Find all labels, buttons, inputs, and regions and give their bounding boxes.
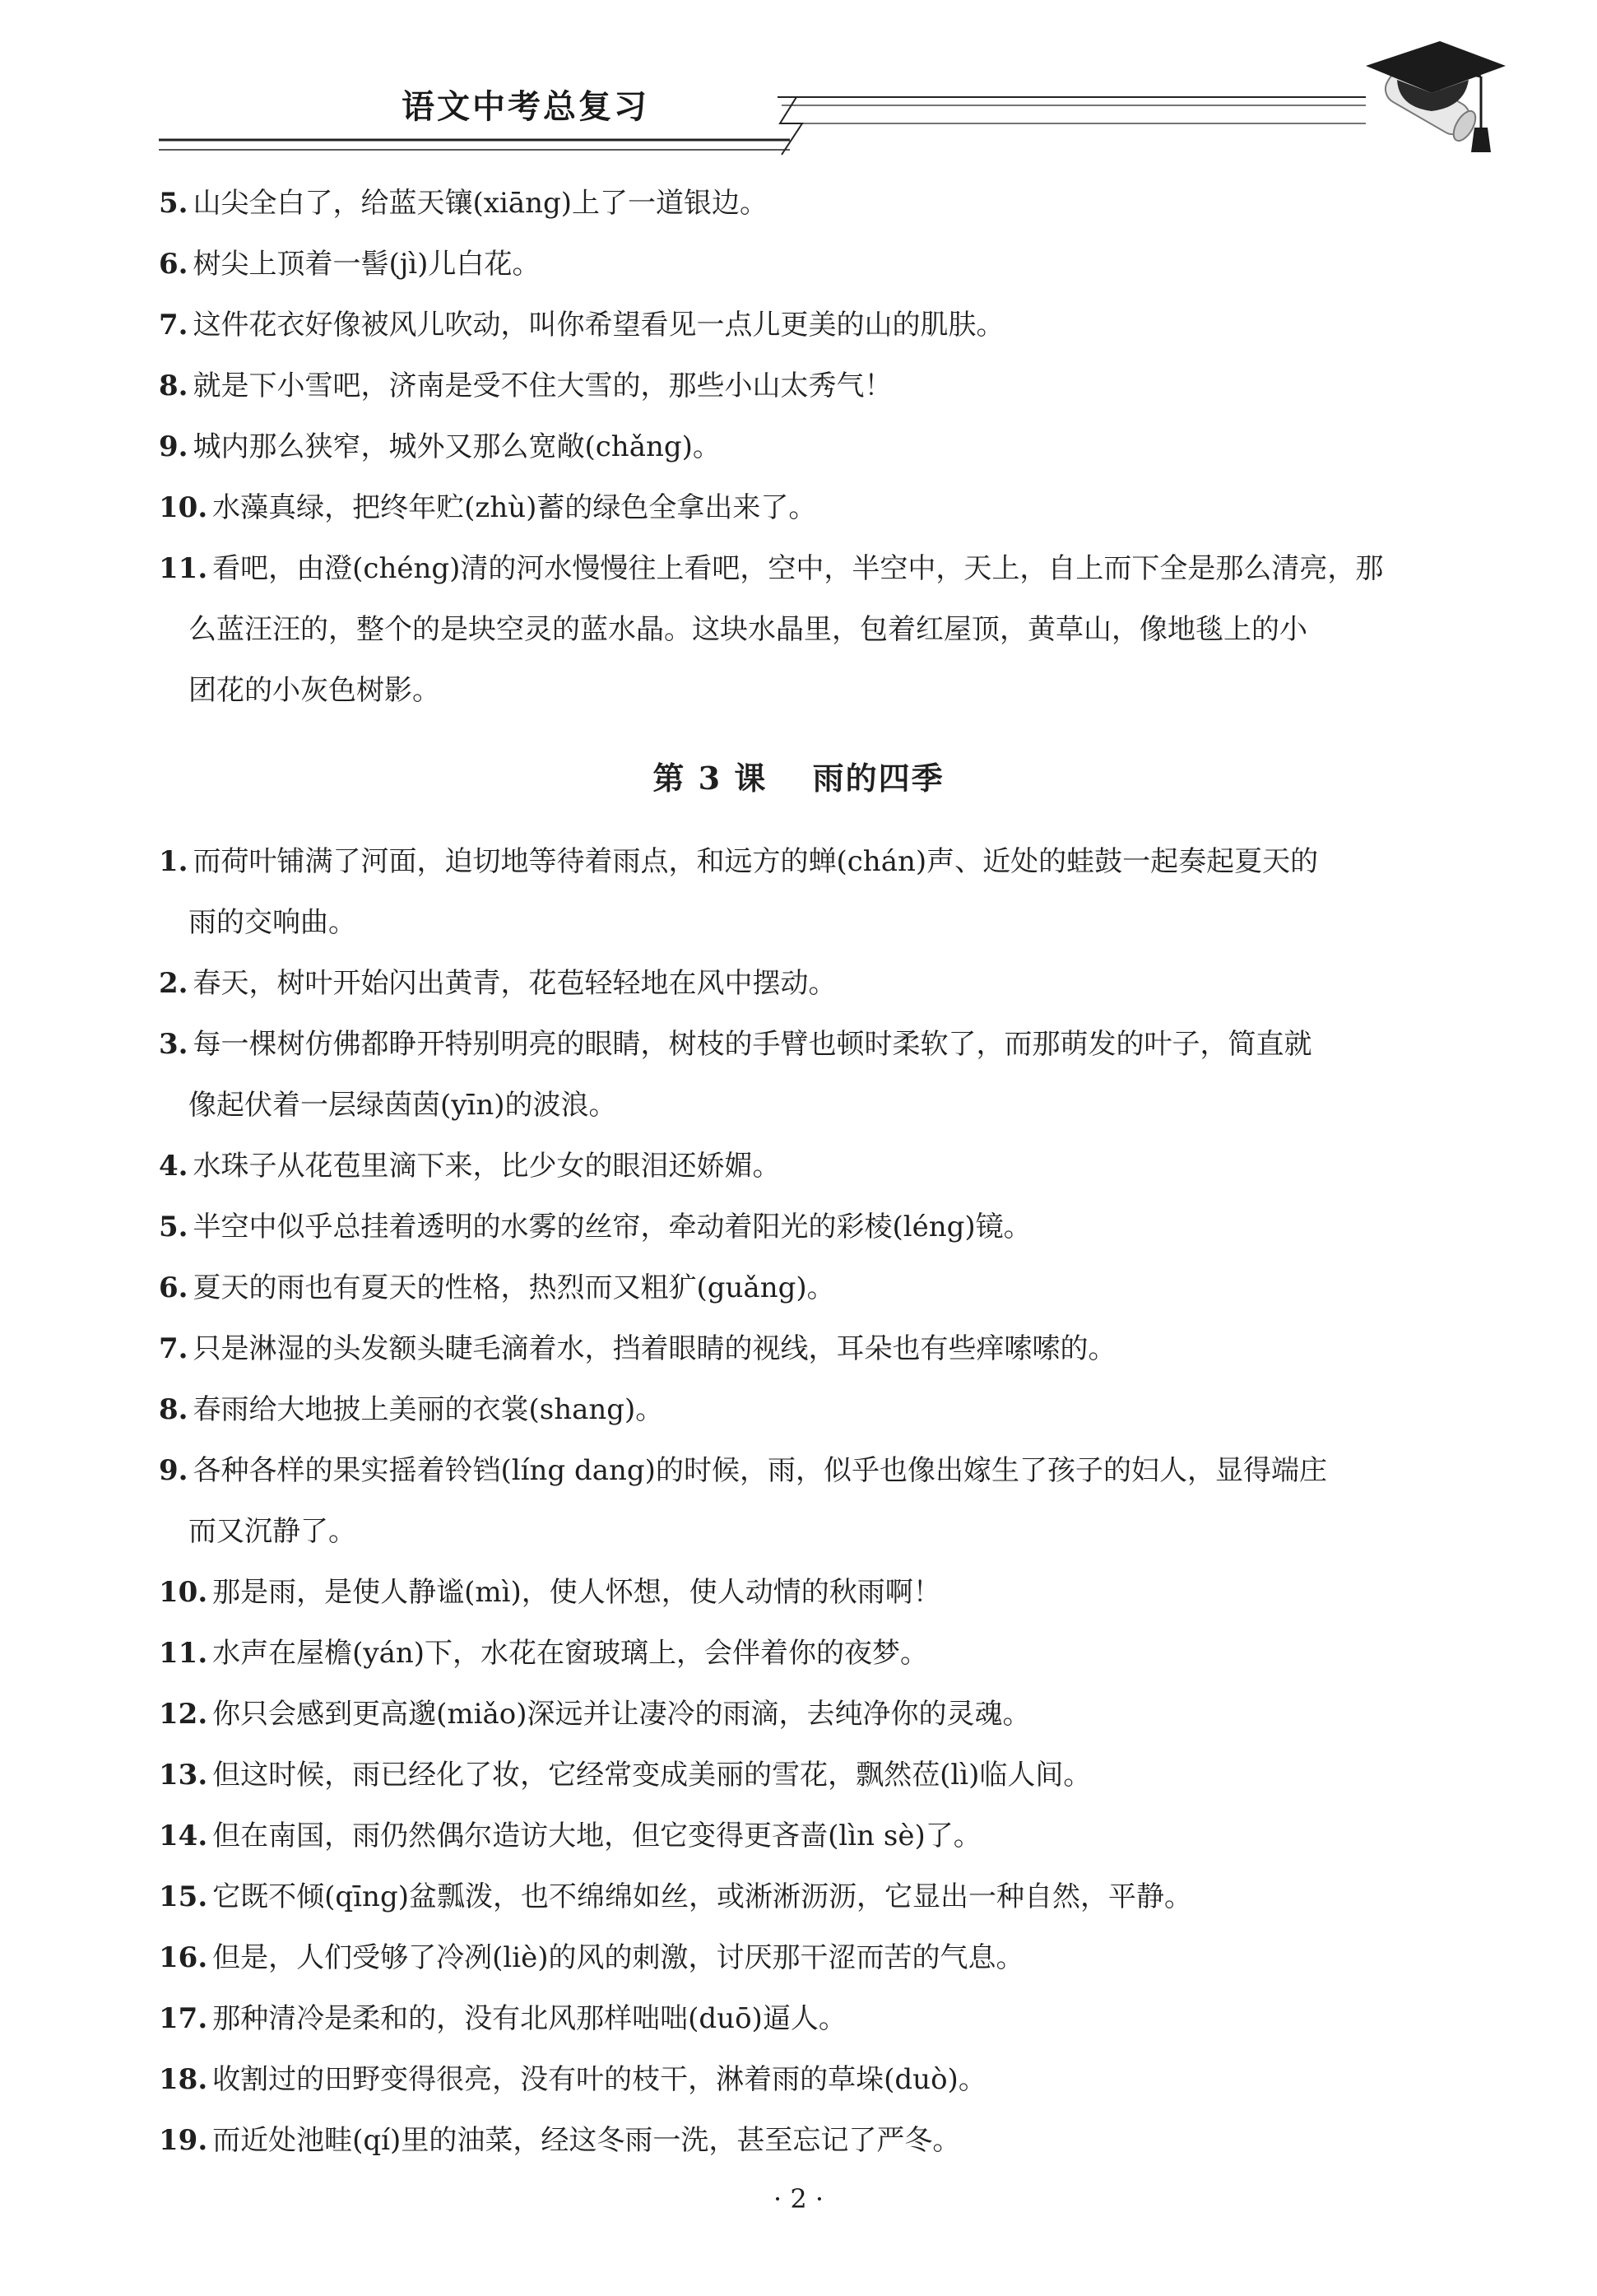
exercise-item xyxy=(159,1197,1492,1257)
exercise-text: 它既不倾(qīng)盆瓢泼，也不绵绵如丝，或淅淅沥沥，它显出一种自然，平静。 xyxy=(212,1880,1192,1913)
exercise-item xyxy=(159,1684,1492,1745)
exercise-item xyxy=(159,356,1492,416)
exercise-number: 4. xyxy=(159,1150,188,1183)
exercise-number: 8. xyxy=(159,1393,188,1426)
exercise-number: 18. xyxy=(159,2063,208,2096)
exercise-text: 各种各样的果实摇着铃铛(líng dang)的时候，雨，似乎也像出嫁生了孩子的妇人，显得端庄 xyxy=(193,1454,1327,1487)
book-title: 语文中考总复习 xyxy=(402,87,649,126)
exercise-text: 但在南国，雨仍然偶尔造访大地，但它变得更吝啬(lìn sè)了。 xyxy=(212,1820,982,1852)
exercise-line xyxy=(159,1623,1492,1684)
exercise-number: 9. xyxy=(159,430,188,463)
exercise-item xyxy=(159,1806,1492,1866)
exercise-text: 每一棵树仿佛都睁开特别明亮的眼睛，树枝的手臂也顿时柔软了，而那萌发的叶子，简直就 xyxy=(193,1028,1312,1061)
exercise-text: 树尖上顶着一髻(jì)儿白花。 xyxy=(193,248,541,281)
exercise-number: 16. xyxy=(159,1941,208,1974)
exercise-text: 山尖全白了，给蓝天镶(xiāng)上了一道银边。 xyxy=(193,187,768,220)
exercise-line xyxy=(159,1318,1492,1379)
exercise-item xyxy=(159,173,1492,234)
exercise-line xyxy=(159,599,1492,660)
exercise-line xyxy=(159,1806,1492,1866)
exercise-number: 13. xyxy=(159,1759,208,1792)
exercise-number: 11. xyxy=(159,552,208,585)
exercise-number: 1. xyxy=(159,845,188,878)
exercise-item xyxy=(159,1379,1492,1440)
exercise-number: 14. xyxy=(159,1820,208,1852)
exercise-line xyxy=(159,295,1492,356)
exercise-text: 水声在屋檐(yán)下，水花在窗玻璃上，会伴着你的夜梦。 xyxy=(212,1637,929,1670)
exercise-item xyxy=(159,1562,1492,1623)
exercise-line xyxy=(159,1379,1492,1440)
exercise-number: 12. xyxy=(159,1698,208,1731)
exercise-text: 团花的小灰色树影。 xyxy=(188,674,440,707)
exercise-text: 而又沉静了。 xyxy=(188,1515,356,1548)
exercise-line xyxy=(159,2110,1492,2171)
exercise-item xyxy=(159,2049,1492,2110)
exercise-text: 那种清冷是柔和的，没有北风那样咄咄(duō)逼人。 xyxy=(212,2002,847,2035)
exercise-line xyxy=(159,1866,1492,1927)
exercise-item xyxy=(159,295,1492,356)
exercise-number: 7. xyxy=(159,309,188,342)
exercise-number: 17. xyxy=(159,2002,208,2035)
exercise-line xyxy=(159,2049,1492,2110)
exercise-text: 就是下小雪吧，济南是受不住大雪的，那些小山太秀气！ xyxy=(193,369,893,402)
exercise-line xyxy=(159,173,1492,234)
exercise-line xyxy=(159,1501,1492,1562)
exercise-text: 水珠子从花苞里滴下来，比少女的眼泪还娇媚。 xyxy=(193,1150,781,1183)
exercise-number: 9. xyxy=(159,1454,188,1487)
exercise-item xyxy=(159,1927,1492,1988)
exercise-line xyxy=(159,538,1492,599)
page-header xyxy=(0,0,1597,173)
exercise-number: 19. xyxy=(159,2124,208,2157)
lesson-title: 雨的四季 xyxy=(812,760,945,797)
exercise-text: 看吧，由澄(chéng)清的河水慢慢往上看吧，空中，半空中，天上，自上而下全是那么清亮，那 xyxy=(212,552,1384,585)
exercise-item xyxy=(159,538,1492,721)
exercise-text: 么蓝汪汪的，整个的是块空灵的蓝水晶。这块水晶里，包着红屋顶，黄草山，像地毯上的小 xyxy=(188,613,1307,646)
exercise-item xyxy=(159,1988,1492,2049)
exercise-number: 2. xyxy=(159,967,188,1000)
exercise-item xyxy=(159,2110,1492,2171)
exercise-item xyxy=(159,953,1492,1014)
graduation-cap-icon xyxy=(1349,29,1514,169)
exercise-line xyxy=(159,356,1492,416)
exercise-item xyxy=(159,1440,1492,1562)
exercise-item xyxy=(159,1745,1492,1806)
exercise-number: 6. xyxy=(159,1271,188,1304)
page-number: · 2 · xyxy=(773,2183,824,2215)
exercise-number: 10. xyxy=(159,1576,208,1609)
exercise-line xyxy=(159,477,1492,538)
exercise-line xyxy=(159,1988,1492,2049)
exercise-item xyxy=(159,1866,1492,1927)
lesson-number: 第 3 课 xyxy=(652,760,768,797)
exercise-item xyxy=(159,1014,1492,1136)
exercise-item xyxy=(159,1257,1492,1318)
exercise-number: 5. xyxy=(159,1211,188,1243)
exercise-text: 像起伏着一层绿茵茵(yīn)的波浪。 xyxy=(188,1089,617,1122)
exercise-text: 而近处池畦(qí)里的油菜，经这冬雨一洗，甚至忘记了严冬。 xyxy=(212,2124,961,2157)
exercise-item xyxy=(159,831,1492,953)
section-title xyxy=(0,753,1597,798)
exercise-number: 8. xyxy=(159,369,188,402)
exercise-text: 城内那么狭窄，城外又那么宽敞(chǎng)。 xyxy=(193,430,721,463)
exercise-item xyxy=(159,1136,1492,1197)
exercise-number: 5. xyxy=(159,187,188,220)
exercise-text: 半空中似乎总挂着透明的水雾的丝帘，牵动着阳光的彩棱(léng)镜。 xyxy=(193,1211,1032,1243)
exercise-item xyxy=(159,416,1492,477)
exercise-text: 水藻真绿，把终年贮(zhù)蓄的绿色全拿出来了。 xyxy=(212,491,817,524)
exercise-line xyxy=(159,1745,1492,1806)
exercise-number: 15. xyxy=(159,1880,208,1913)
exercise-text: 而荷叶铺满了河面，迫切地等待着雨点，和远方的蝉(chán)声、近处的蛙鼓一起奏起夏天的 xyxy=(193,845,1319,878)
exercise-item xyxy=(159,477,1492,538)
exercise-text: 雨的交响曲。 xyxy=(188,906,356,939)
exercise-line xyxy=(159,831,1492,892)
exercise-line xyxy=(159,1440,1492,1501)
exercise-line xyxy=(159,1014,1492,1075)
exercise-line xyxy=(159,1562,1492,1623)
exercise-text: 春雨给大地披上美丽的衣裳(shang)。 xyxy=(193,1393,664,1426)
exercise-text: 只是淋湿的头发额头睫毛滴着水，挡着眼睛的视线，耳朵也有些痒嗦嗦的。 xyxy=(193,1332,1117,1365)
exercise-text: 收割过的田野变得很亮，没有叶的枝干，淋着雨的草垛(duò)。 xyxy=(212,2063,987,2096)
exercise-text: 你只会感到更高邈(miǎo)深远并让凄冷的雨滴，去纯净你的灵魂。 xyxy=(212,1698,1031,1731)
exercise-line xyxy=(159,1684,1492,1745)
exercise-text: 但是，人们受够了冷冽(liè)的风的刺激，讨厌那干涩而苦的气息。 xyxy=(212,1941,1024,1974)
exercise-line xyxy=(159,1197,1492,1257)
exercise-number: 7. xyxy=(159,1332,188,1365)
exercise-number: 3. xyxy=(159,1028,188,1061)
exercise-line xyxy=(159,1257,1492,1318)
exercise-number: 11. xyxy=(159,1637,208,1670)
exercise-item xyxy=(159,1318,1492,1379)
exercise-text: 春天，树叶开始闪出黄青，花苞轻轻地在风中摆动。 xyxy=(193,967,837,1000)
exercise-text: 那是雨，是使人静谧(mì)，使人怀想，使人动情的秋雨啊！ xyxy=(212,1576,941,1609)
exercise-line xyxy=(159,1075,1492,1136)
exercise-number: 10. xyxy=(159,491,208,524)
exercise-line xyxy=(159,953,1492,1014)
exercise-number: 6. xyxy=(159,248,188,281)
exercise-line xyxy=(159,892,1492,953)
exercise-item xyxy=(159,234,1492,295)
exercise-line xyxy=(159,660,1492,721)
exercise-text: 夏天的雨也有夏天的性格，热烈而又粗犷(guǎng)。 xyxy=(193,1271,835,1304)
exercise-item xyxy=(159,1623,1492,1684)
exercise-line xyxy=(159,416,1492,477)
exercise-line xyxy=(159,1136,1492,1197)
exercise-line xyxy=(159,1927,1492,1988)
exercise-text: 但这时候，雨已经化了妆，它经常变成美丽的雪花，飘然莅(lì)临人间。 xyxy=(212,1759,1092,1792)
exercise-line xyxy=(159,234,1492,295)
exercise-text: 这件花衣好像被风儿吹动，叫你希望看见一点儿更美的山的肌肤。 xyxy=(193,309,1005,342)
